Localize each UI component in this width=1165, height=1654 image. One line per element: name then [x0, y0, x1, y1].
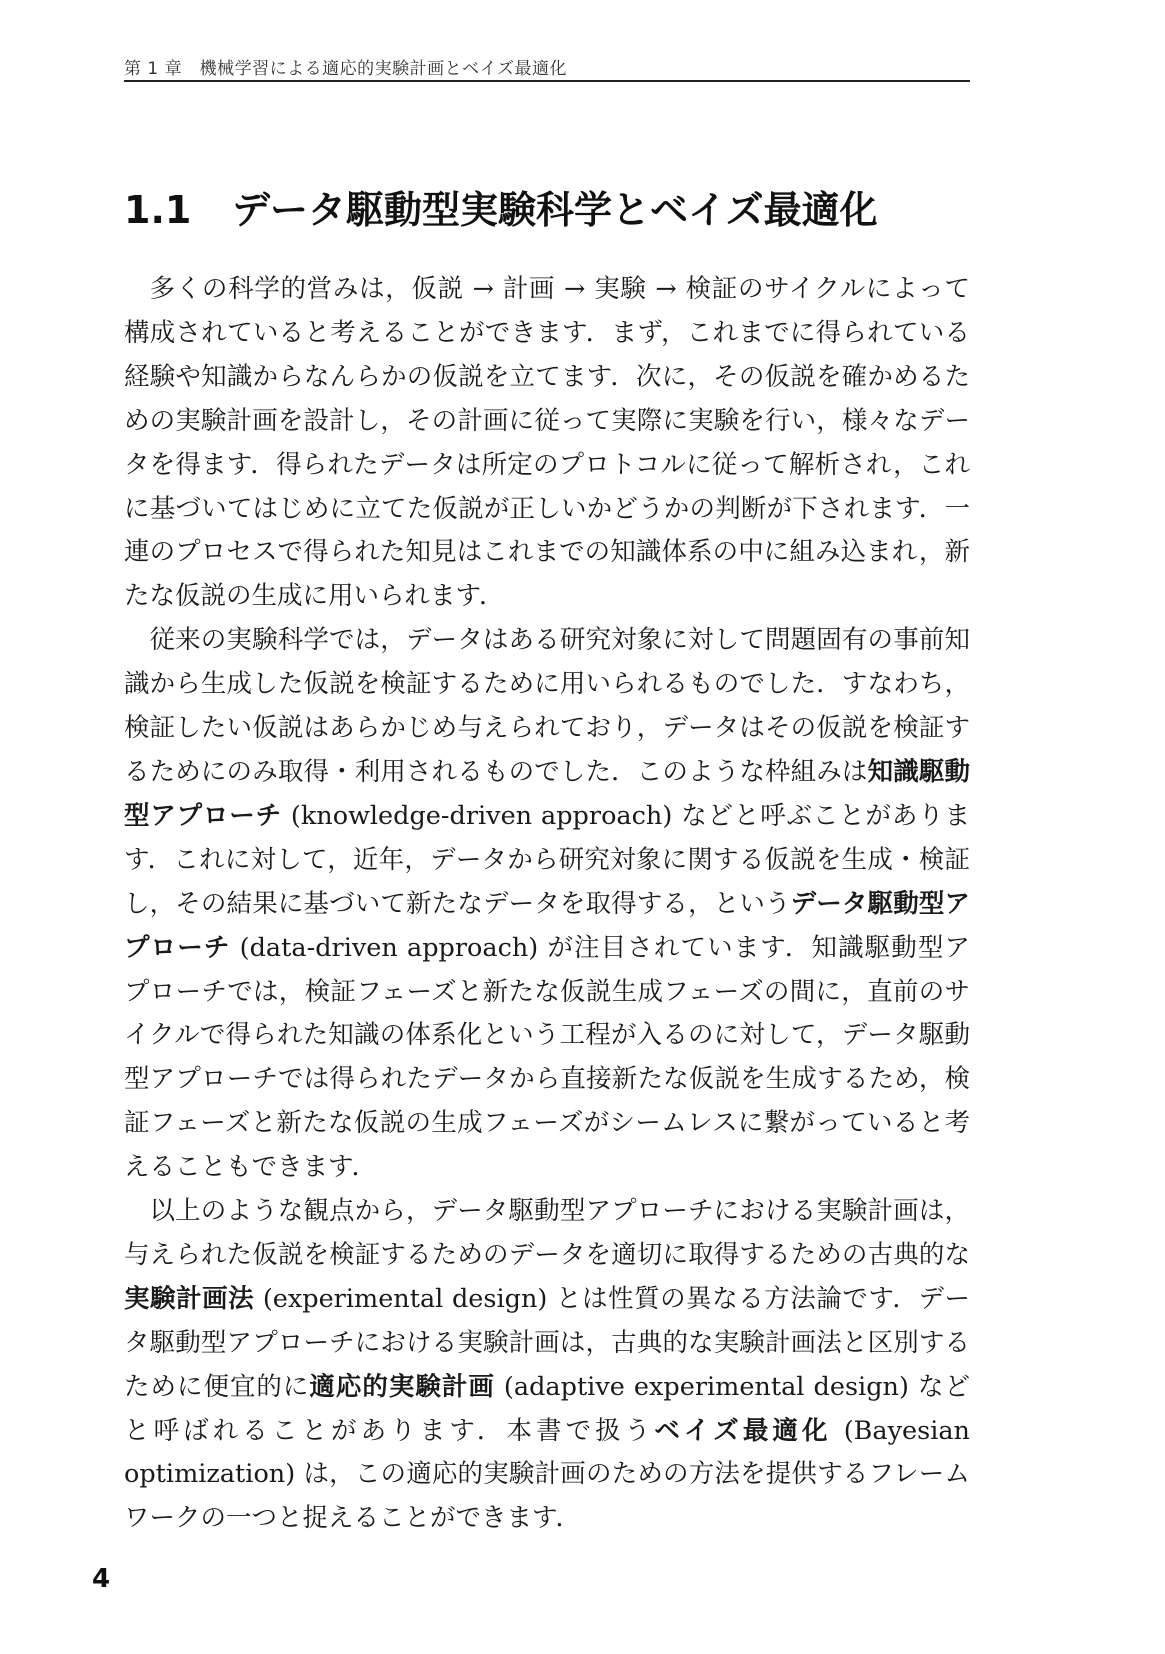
bold-term: ベイズ最適化 — [654, 1415, 832, 1446]
running-header — [124, 52, 970, 82]
bold-term: 実験計画法 — [124, 1283, 255, 1314]
page-number: 4 — [92, 1564, 111, 1594]
bold-term: データ駆動型アプローチ — [124, 888, 970, 963]
paragraph-text: (experimental design) とは性質の異なる方法論です．データ駆動型アプローチにおける実験計画は，古典的な実験計画法と区別するために便宜的に — [124, 1283, 970, 1402]
paragraph-text: 以上のような観点から，データ駆動型アプローチにおける実験計画は，与えられた仮説を検証するためのデータを適切に取得するための古典的な — [124, 1196, 970, 1270]
paragraph-text: (adaptive experimental design) などと呼ばれることがあります．本書で扱う — [124, 1371, 970, 1446]
body-paragraph — [124, 268, 970, 619]
paragraph-text: 従来の実験科学では，データはある研究対象に対して問題固有の事前知識から生成した仮説を検証するために用いられるものでした．すなわち，検証したい仮説はあらかじめ与えられており，データはその仮説を検証するためにのみ取得・利用されるものでした．このような枠組みは — [124, 625, 970, 787]
bold-term: 知識駆動型アプローチ — [124, 756, 970, 831]
paragraph-text: (knowledge-driven approach) などと呼ぶことがあります．これに対して，近年，データから研究対象に関する仮説を生成・検証し，その結果に基づいて新たなデータを取得する，という — [124, 800, 970, 919]
body-paragraph — [124, 619, 970, 1190]
section-number: 1.1 — [124, 188, 192, 232]
paragraph-text: (Bayesian optimization) は，この適応的実験計画のための方法を提供するフレームワークの一つと捉えることができます． — [124, 1415, 970, 1534]
section-title: データ駆動型実験科学とベイズ最適化 — [232, 188, 878, 232]
running-header-title: 第 1 章 機械学習による適応的実験計画とベイズ最適化 — [124, 59, 567, 79]
bold-term: 適応的実験計画 — [309, 1371, 495, 1402]
paragraph-text: (data-driven approach) が注目されています．知識駆動型アプローチでは，検証フェーズと新たな仮説生成フェーズの間に，直前のサイクルで得られた知識の体系化という工程が入るのに対して，データ駆動型アプローチでは得られたデータから直接新たな仮説を生成するため，検証フェーズと新たな仮説の生成フェーズがシームレスに繋がっていると考えることもできます． — [124, 932, 970, 1183]
paragraph-text: 多くの科学的営みは，仮説 → 計画 → 実験 → 検証のサイクルによって構成されていると考えることができます．まず，これまでに得られている経験や知識からなんらかの仮説を立てます．次に，その仮説を確かめるための実験計画を設計し，その計画に従って実際に実験を行い，様々なデータを得ます．得られたデータは所定のプロトコルに従って解析され，これに基づいてはじめに立てた仮説が正しいかどうかの判断が下されます．一連のプロセスで得られた知見はこれまでの知識体系の中に組み込まれ，新たな仮説の生成に用いられます． — [124, 274, 970, 612]
section-heading — [124, 180, 970, 240]
body-text — [124, 268, 970, 1541]
body-paragraph — [124, 1190, 970, 1541]
